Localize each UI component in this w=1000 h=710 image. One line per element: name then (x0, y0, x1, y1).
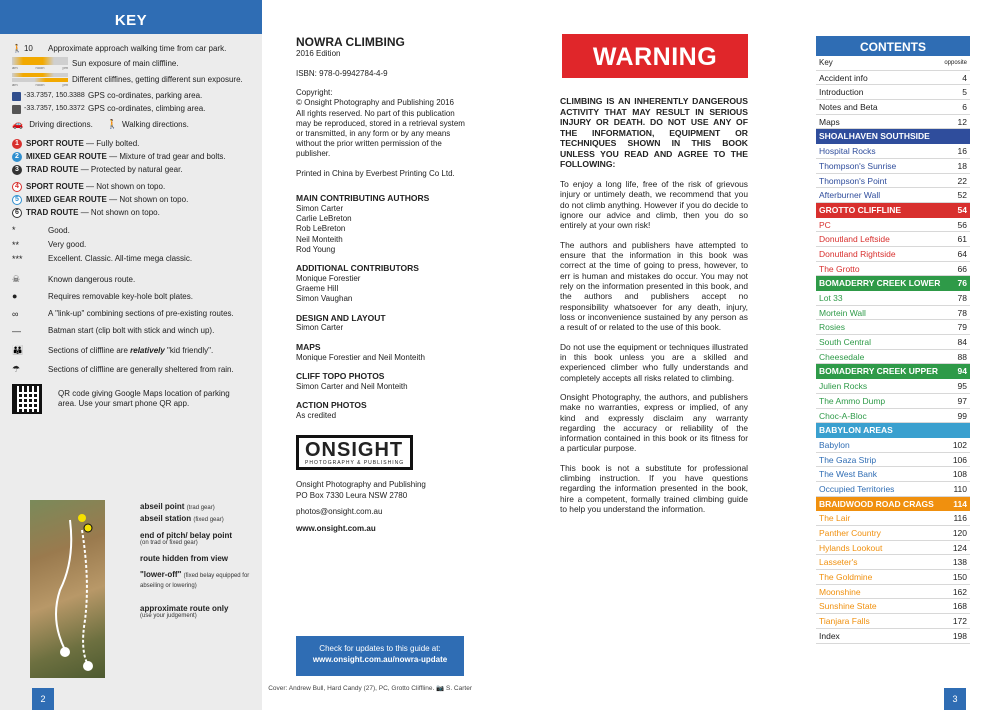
toc-entry-name: The Grotto (819, 263, 860, 274)
book-title: NOWRA CLIMBING (296, 35, 405, 49)
author: Carlie LeBreton (296, 214, 352, 224)
toc-section-header[interactable] (816, 203, 970, 218)
website-link[interactable]: www.onsight.com.au (296, 523, 376, 533)
toc-entry-name: Cheesedale (819, 351, 865, 362)
toc-entry-page: 108 (952, 469, 967, 480)
topo-lines (30, 500, 105, 678)
toc-entry-name: BOMADERRY CREEK UPPER (819, 366, 939, 377)
toc-entry-name: GROTTO CLIFFLINE (819, 204, 902, 215)
toc-entry-page: 4 (962, 72, 967, 83)
toc-section-header[interactable] (816, 364, 970, 379)
toc-entry[interactable] (816, 614, 970, 629)
toc-entry-name: Tianjara Falls (819, 616, 870, 627)
kid-friendly-text: Sections of cliffline are relatively "kid friendly". (48, 345, 214, 355)
warning-p4: Onsight Photography, the authors, and publishers make no warranties, express or implied, of any kind and expressly disclaim any warranty regarding the accuracy or reliability of the information contained in this book or its fitness for a particular purpose. (560, 391, 748, 454)
toc-entry-name: SHOALHAVEN SOUTHSIDE (819, 131, 930, 142)
toc-entry-name: Lasseter's (819, 557, 858, 568)
cover-credit: Cover: Andrew Bull, Hard Candy (27), PC, Grotto Cliffline. 📷 S. Carter (268, 685, 472, 692)
author: Neil Monteith (296, 234, 343, 244)
toc-entry[interactable] (816, 350, 970, 365)
toc-entry-page: 84 (957, 337, 967, 348)
toc-entry-name: Donutland Rightside (819, 248, 896, 259)
toc-entry-page: 22 (957, 175, 967, 186)
toc-entry[interactable] (816, 526, 970, 541)
toc-entry-name: Julien Rocks (819, 381, 868, 392)
maps-heading: MAPS (296, 341, 321, 352)
toc-entry[interactable] (816, 555, 970, 570)
toc-entry[interactable] (816, 115, 970, 130)
toc-entry-page: 56 (957, 219, 967, 230)
toc-entry-page: 12 (957, 116, 967, 127)
route-badge-trad: 3 (12, 165, 22, 175)
onsight-logo: ONSIGHT PHOTOGRAPHY & PUBLISHING (296, 435, 492, 470)
toc-entry[interactable] (816, 247, 970, 262)
sun-main-text: Sun exposure of main cliffline. (72, 58, 179, 68)
family-icon: 👪 (12, 345, 24, 355)
designer: Simon Carter (296, 323, 344, 333)
gps-climb-text: GPS co-ordinates, climbing area. (88, 104, 206, 113)
address: Onsight Photography and Publishing PO Box 7330 Leura NSW 2780 photos@onsight.com.au www.onsight.com.au (296, 480, 492, 534)
toc-entry-page: 78 (957, 307, 967, 318)
isbn: ISBN: 978-0-9942784-4-9 (296, 68, 388, 78)
author: Simon Carter (296, 203, 344, 213)
toc-entry-name: Lot 33 (819, 293, 843, 303)
toc-entry-name: Donutland Leftside (819, 234, 890, 245)
action-credit: As credited (296, 410, 337, 420)
contributor: Simon Vaughan (296, 294, 353, 304)
toc-entry-page: 120 (952, 528, 967, 538)
toc-entry-page: 79 (957, 322, 967, 333)
cliff-heading: CLIFF TOPO PHOTOS (296, 370, 385, 381)
toc-entry-page: 138 (952, 557, 967, 568)
toc-entry-name: The West Bank (819, 469, 877, 480)
toc-entry-name: Thompson's Point (819, 175, 887, 186)
sun-exposure-bar-icon: am noon pm (12, 57, 72, 70)
batman-start-icon: — (12, 325, 21, 336)
toc-entry-name: Afterburner Wall (819, 190, 881, 201)
skull-icon: ☠ (12, 274, 21, 284)
toc-entry-page: 16 (957, 146, 967, 157)
toc-key-row[interactable]: Key opposite (816, 56, 970, 71)
toc-entry-page: 88 (957, 351, 967, 362)
toc-entry-name: Hospital Rocks (819, 146, 876, 157)
toc-section-header[interactable] (816, 497, 970, 512)
toc-entry[interactable] (816, 629, 970, 644)
toc-entry-page: 54 (957, 204, 967, 215)
toc-entry[interactable] (816, 320, 970, 335)
toc-entry[interactable] (816, 232, 970, 247)
sun-exposure-multi-icon: am noon pm (12, 73, 72, 87)
gps-parking-text: GPS co-ordinates, parking area. (88, 91, 203, 100)
car-icon: 🚗 (12, 119, 24, 129)
parking-gps-icon (12, 92, 21, 101)
walking-text: Walking directions. (122, 119, 189, 129)
contents-page (800, 0, 1000, 710)
toc-entry[interactable] (816, 71, 970, 86)
toc-entry-name: Accident info (819, 72, 868, 83)
sun-diff-text: Different cliffines, getting different sun exposure. (72, 75, 243, 84)
toc-entry-name: BABYLON AREAS (819, 425, 893, 436)
page-number-left: 2 (32, 688, 54, 710)
toc-entry-page: 168 (952, 601, 967, 612)
qr-code-icon (12, 384, 42, 414)
design-heading: DESIGN AND LAYOUT (296, 312, 386, 323)
toc-entry-page: 162 (952, 586, 967, 597)
toc-entry-page: 150 (952, 572, 967, 583)
walk-time-text: Approximate approach walking time from car park. (48, 44, 227, 53)
toc-entry-page: 76 (957, 278, 967, 289)
toc-entry-name: BOMADERRY CREEK LOWER (819, 278, 941, 289)
keyhole-bolt-icon: ● (12, 291, 18, 302)
toc-entry-page: 66 (957, 263, 967, 274)
toc-entry-name: Sunshine State (819, 601, 877, 612)
toc-entry[interactable] (816, 570, 970, 585)
rights: All rights reserved. No part of this publication may be reproduced, stored in a retrieval system or transmitted, in any form or by any means without the prior written permission of the publisher. (296, 108, 465, 159)
driving-text: Driving directions. (29, 119, 93, 129)
toc-entry-page: 110 (953, 483, 967, 494)
toc-entry-name: Panther Country (819, 528, 881, 538)
warning-p1: To enjoy a long life, free of the risk of grievous injury or untimely death, we recommend that you do not climb anything. However if you do decide to ignore our advice and climb, then you do so entirely at your own risk! (560, 178, 748, 231)
sheltered-text: Sections of cliffline are generally sheltered from rain. (48, 364, 234, 374)
toc-entry-page: 99 (957, 410, 967, 421)
toc-entry-name: Notes and Beta (819, 102, 878, 113)
main-authors-heading: MAIN CONTRIBUTING AUTHORS (296, 192, 430, 203)
toc-entry[interactable] (816, 599, 970, 614)
topo-legend: abseil point (trad gear) abseil station (fixed gear) end of pitch/ belay point (on trad or fixed gear) route hidden from view "lower-off" (fixed belay equipped for abseiling or lowering) approximate route only (use your judgement) (140, 502, 250, 620)
warning-caps: CLIMBING IS AN INHERENTLY DANGEROUS ACTIVITY THAT MAY RESULT IN SERIOUS INJURY OR DEATH. DO NOT USE ANY OF THE INFORMATION, EQUIPMENT OR TECHNIQUES SHOWN IN THIS BOOK UNLESS YOU READ AND AGREE TO THE FOLLOWING: (560, 96, 748, 170)
toc-entry-name: South Central (819, 337, 871, 348)
toc-entry[interactable] (816, 100, 970, 115)
additional-heading: ADDITIONAL CONTRIBUTORS (296, 262, 419, 273)
topo-example-photo (30, 500, 105, 678)
toc-entry[interactable] (816, 453, 970, 468)
climbing-gps-icon (12, 105, 21, 114)
link-up-icon: ∞ (12, 308, 19, 319)
action-heading: ACTION PHOTOS (296, 399, 367, 410)
toc-entry-name: Rosies (819, 322, 845, 333)
toc-entry-name: Thompson's Sunrise (819, 160, 897, 171)
warning-p2: The authors and publishers have attempted to ensure that the information in this book was correct at the time of going to press, however, to err is human and mistakes do occur. You may not rely on the information presented in this book, and the authors and publishers accept no responsibility whatsoever for any death, injury, loss or inconvenience sustained by any person as a result of or related to the use of this book. (560, 239, 748, 333)
toc-entry-page: 52 (957, 190, 967, 201)
toc-entry-name: Index (819, 630, 840, 641)
walk-time-num: 10 (23, 44, 33, 53)
toc-entry[interactable] (816, 262, 970, 277)
edition: 2016 Edition (296, 48, 341, 58)
toc-entry[interactable] (816, 144, 970, 159)
toc-entry[interactable] (816, 291, 970, 306)
toc-entry-name: Babylon (819, 439, 850, 450)
toc-entry[interactable] (816, 409, 970, 424)
toc-entry[interactable] (816, 585, 970, 600)
toc-entry-page: 106 (952, 454, 967, 465)
author: Rod Young (296, 244, 336, 254)
toc-entry-name: Occupied Territories (819, 483, 895, 494)
umbrella-icon: ☂ (12, 364, 21, 375)
colophon-page (262, 0, 492, 710)
author: Rob LeBreton (296, 224, 346, 234)
maps-credit: Monique Forestier and Neil Monteith (296, 352, 425, 362)
route-badge-trad-offtopo: 6 (12, 208, 22, 218)
contributor: Graeme Hill (296, 284, 339, 294)
walking-icon: 🚶 (106, 119, 119, 129)
star-two-icon: ** (12, 239, 20, 250)
toc-entry-page: 18 (957, 160, 967, 171)
qr-text: QR code giving Google Maps location of parking area. Use your smart phone QR app. (58, 388, 230, 408)
update-banner: Check for updates to this guide at: www.onsight.com.au/nowra-update (296, 636, 464, 676)
toc-entry-page: 124 (952, 542, 967, 553)
contents-table (816, 36, 970, 644)
warning-p5: This book is not a substitute for professional climbing instruction. If you have questions regarding the information presented in the book, hire a competent, formally trained climbing guide to help you understand the information. (560, 462, 748, 515)
toc-entry-page: 116 (953, 513, 967, 524)
toc-entry-page: 172 (952, 616, 967, 627)
toc-entry-name: Moonshine (819, 586, 861, 597)
hiker-icon: 🚶 10 (12, 44, 33, 53)
toc-entry[interactable] (816, 188, 970, 203)
toc-entry-name: BRAIDWOOD ROAD CRAGS (819, 498, 934, 509)
toc-section-header[interactable] (816, 276, 970, 291)
toc-entry-name: The Ammo Dump (819, 395, 886, 406)
toc-entry[interactable] (816, 159, 970, 174)
toc-entry-name: The Gaza Strip (819, 454, 877, 465)
toc-entry-page: 94 (957, 366, 967, 377)
page-number-right: 3 (944, 688, 966, 710)
toc-entry[interactable] (816, 541, 970, 556)
toc-section-header[interactable] (816, 129, 970, 144)
route-badge-sport: 1 (12, 139, 22, 149)
copyright: © Onsight Photography and Publishing 2016 (296, 98, 455, 108)
route-badge-sport-offtopo: 4 (12, 182, 22, 192)
cliff-credit: Simon Carter and Neil Monteith (296, 381, 408, 391)
toc-entry-name: Hylands Lookout (819, 542, 883, 553)
toc-entry-page: 61 (957, 234, 967, 245)
toc-entry-name: PC (819, 219, 831, 230)
contents-title: CONTENTS (816, 36, 970, 56)
toc-entry[interactable] (816, 335, 970, 350)
toc-entry-page: 6 (962, 102, 967, 113)
copyright-label: Copyright: (296, 88, 333, 98)
printed: Printed in China by Everbest Printing Co Ltd. (296, 168, 455, 178)
toc-entry[interactable] (816, 394, 970, 409)
toc-entry-name: The Goldmine (819, 572, 873, 583)
key-title: KEY (0, 0, 262, 34)
warning-p3: Do not use the equipment or techniques illustrated in this book unless you are a skilled and experienced climber who fully understands and completely accepts all risks related to climbing. (560, 341, 748, 383)
toc-entry-page: 78 (957, 293, 967, 303)
toc-entry[interactable] (816, 379, 970, 394)
toc-entry[interactable] (816, 306, 970, 321)
toc-entry-name: Choc-A-Bloc (819, 410, 867, 421)
toc-entry-page: 64 (957, 248, 967, 259)
gps-parking-num: -33.7357, 150.3388 (24, 91, 85, 99)
toc-entry[interactable] (816, 467, 970, 482)
key-page: KEY 🚶 10 Approximate approach walking time from car park. am noon pm Sun exposure of main cliffline. am noon pm Different cliffines, getting different sun exposure. -33.7357, 150.3388 GPS co-ordinates, parking area. -33.7357, 150.3372 GPS co-ordinates, climbing area. 🚗 Driving directions. 🚶 Walking directions. 1 SPORT ROUTE — Fully bolted. 2 MIXED GEAR ROUTE — Mixture of trad gear and bolts. 3 TRAD ROUTE — Protected by natural gear. 4 SPORT ROUTE — Not shown on topo. 5 MIXED GEAR ROUTE — Not shown on topo. 6 TRAD ROUTE — Not shown on topo. * Good. ** Very good. *** Excellent. Classic. All-time mega classic. ☠ Known dangerous route. ● Requires removable key-hole bolt plates. ∞ A "link-up" combining sections of pre-existing routes. — Batman start (clip bolt with stick and winch up). 👪 Sections of cliffline are relatively "kid friendly". ☂ Sections of cliffline are generally sheltered from rain. QR code giving Google Maps location of parking area. Use your smart phone QR app. abseil point (trad gear) abseil station (fixed gear) end of pitch/ belay point (on trad or fixed gear) route hidden from view "lower-off" (fixed belay equipped for abseiling or lowering) approximate route only (use your judgement) 2 (0, 0, 262, 710)
gps-climb-num: -33.7357, 150.3372 (24, 104, 85, 112)
toc-entry-page: 114 (953, 498, 967, 509)
email-link[interactable]: photos@onsight.com.au (296, 507, 383, 517)
toc-entry-name: Maps (819, 116, 840, 127)
route-badge-mixed: 2 (12, 152, 22, 162)
contributor: Monique Forestier (296, 273, 361, 283)
toc-section-header[interactable] (816, 423, 970, 438)
toc-entry-name: The Lair (819, 513, 851, 524)
warning-page (492, 0, 800, 710)
toc-entry-page: 198 (952, 630, 967, 641)
toc-entry[interactable] (816, 511, 970, 526)
toc-entry[interactable] (816, 438, 970, 453)
update-link[interactable]: www.onsight.com.au/nowra-update (312, 654, 448, 664)
toc-entry-name: Introduction (819, 87, 864, 98)
warning-title: WARNING (562, 34, 748, 78)
toc-entry[interactable] (816, 482, 970, 497)
toc-entry-page: 102 (952, 439, 967, 450)
toc-entry[interactable] (816, 218, 970, 233)
toc-entry-page: 97 (957, 395, 967, 406)
star-one-icon: * (12, 225, 16, 236)
toc-entry-name: Mortein Wall (819, 307, 866, 318)
toc-entry[interactable] (816, 85, 970, 100)
route-badge-mixed-offtopo: 5 (12, 195, 22, 205)
toc-entry[interactable] (816, 174, 970, 189)
star-three-icon: *** (12, 253, 23, 264)
toc-entry-page: 95 (957, 381, 967, 392)
toc-entry-page: 5 (962, 87, 967, 98)
